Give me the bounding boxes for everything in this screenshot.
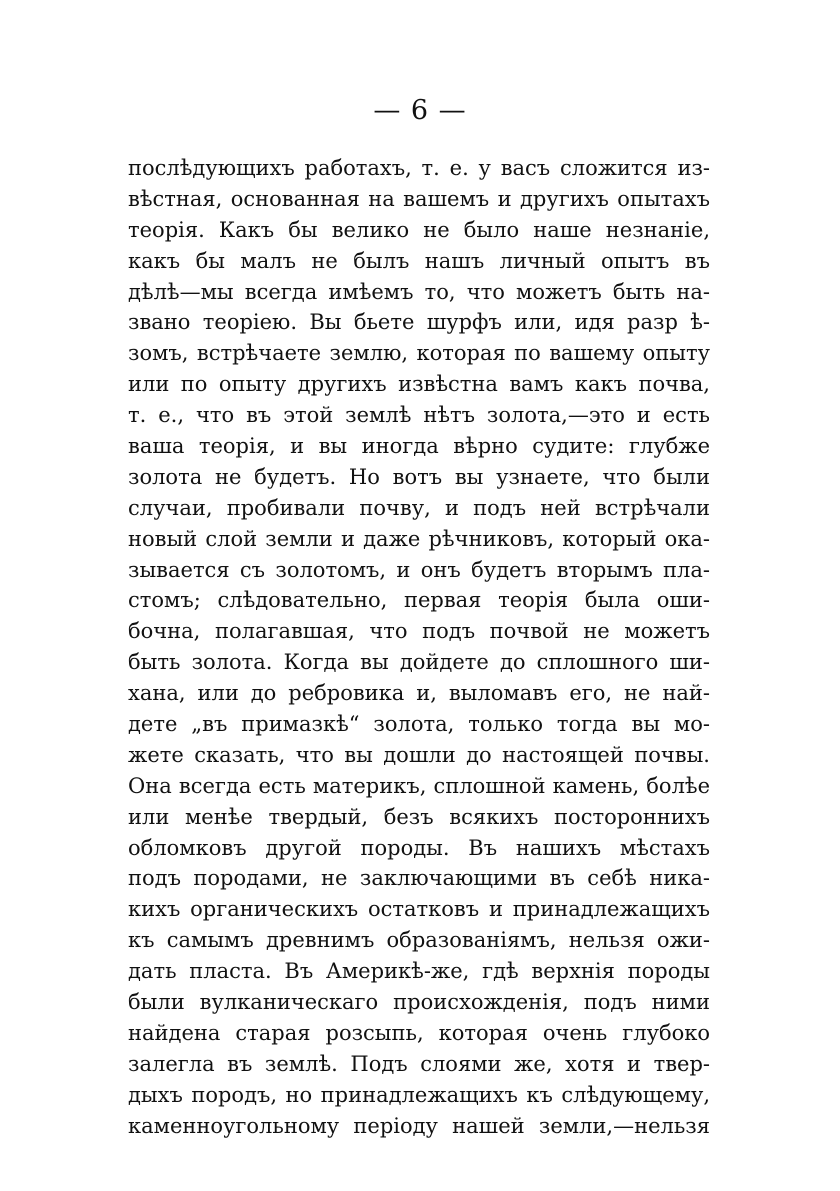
text-line: зывается съ золотомъ, и онъ будетъ вторымъ пла-: [128, 557, 710, 582]
text-line: дыхъ породъ, но принадлежащихъ къ слѣдующему,: [128, 1082, 710, 1107]
text-line: быть золота. Когда вы дойдете до сплошного ши-: [128, 650, 710, 675]
text-line: какъ бы малъ не былъ нашъ личный опытъ въ: [128, 248, 710, 273]
text-line: дать пласта. Въ Америкѣ-же, гдѣ верхнія породы: [128, 959, 710, 984]
text-line: теорія. Какъ бы велико не было наше незнаніе,: [128, 217, 710, 242]
page-number: — 6 —: [373, 95, 467, 126]
text-line: бочна, полагавшая, что подъ почвой не можетъ: [128, 619, 710, 644]
text-line: или менѣе твердый, безъ всякихъ постороннихъ: [128, 804, 710, 829]
text-line: вѣстная, основанная на вашемъ и другихъ опытахъ: [128, 186, 710, 211]
text-line: звано теоріею. Вы бьете шурфъ или, идя разр ѣ-: [128, 310, 710, 335]
text-line: Она всегда есть материкъ, сплошной камень, болѣе: [128, 773, 710, 798]
text-line: ваша теорія, и вы иногда вѣрно судите: глубже: [128, 434, 710, 459]
text-line: золота не будетъ. Но вотъ вы узнаете, что были: [128, 464, 710, 489]
text-line: стомъ; слѣдовательно, первая теорія была оши-: [128, 588, 710, 613]
text-line: обломковъ другой породы. Въ нашихъ мѣстахъ: [128, 835, 710, 860]
text-line: послѣдующихъ работахъ, т. е. у васъ сложится из-: [128, 156, 710, 180]
text-line: кихъ органическихъ остатковъ и принадлежащихъ: [128, 897, 710, 922]
text-line: залегла въ землѣ. Подъ слоями же, хотя и твер-: [128, 1051, 710, 1076]
text-line: подъ породами, не заключающими въ себѣ ника-: [128, 866, 710, 891]
text-line: были вулканическаго происхожденія, подъ ними: [128, 990, 710, 1015]
text-line: новый слой земли и даже рѣчниковъ, который ока-: [128, 526, 710, 551]
text-line: каменноугольному періоду нашей земли,—нельзя: [128, 1113, 710, 1138]
text-line: или по опыту другихъ извѣстна вамъ какъ почва,: [128, 372, 710, 397]
text-line: зомъ, встрѣчаете землю, которая по вашему опыту: [128, 341, 710, 366]
text-line: случаи, пробивали почву, и подъ ней встрѣчали: [128, 495, 710, 520]
text-line: къ самымъ древнимъ образованіямъ, нельзя ожи-: [128, 928, 710, 953]
text-line: т. е., что въ этой землѣ нѣтъ золота,—это и есть: [128, 403, 710, 428]
body-text: [128, 153, 710, 1142]
text-line: хана, или до ребровика и, выломавъ его, не най-: [128, 681, 710, 706]
text-line: дете „въ примазкѣ“ золота, только тогда вы мо-: [128, 712, 710, 737]
text-line: найдена старая розсыпь, которая очень глубоко: [128, 1020, 710, 1045]
text-line: жете сказать, что вы дошли до настоящей почвы.: [128, 742, 710, 767]
text-line: дѣлѣ—мы всегда имѣемъ то, что можетъ быть на-: [128, 279, 710, 304]
